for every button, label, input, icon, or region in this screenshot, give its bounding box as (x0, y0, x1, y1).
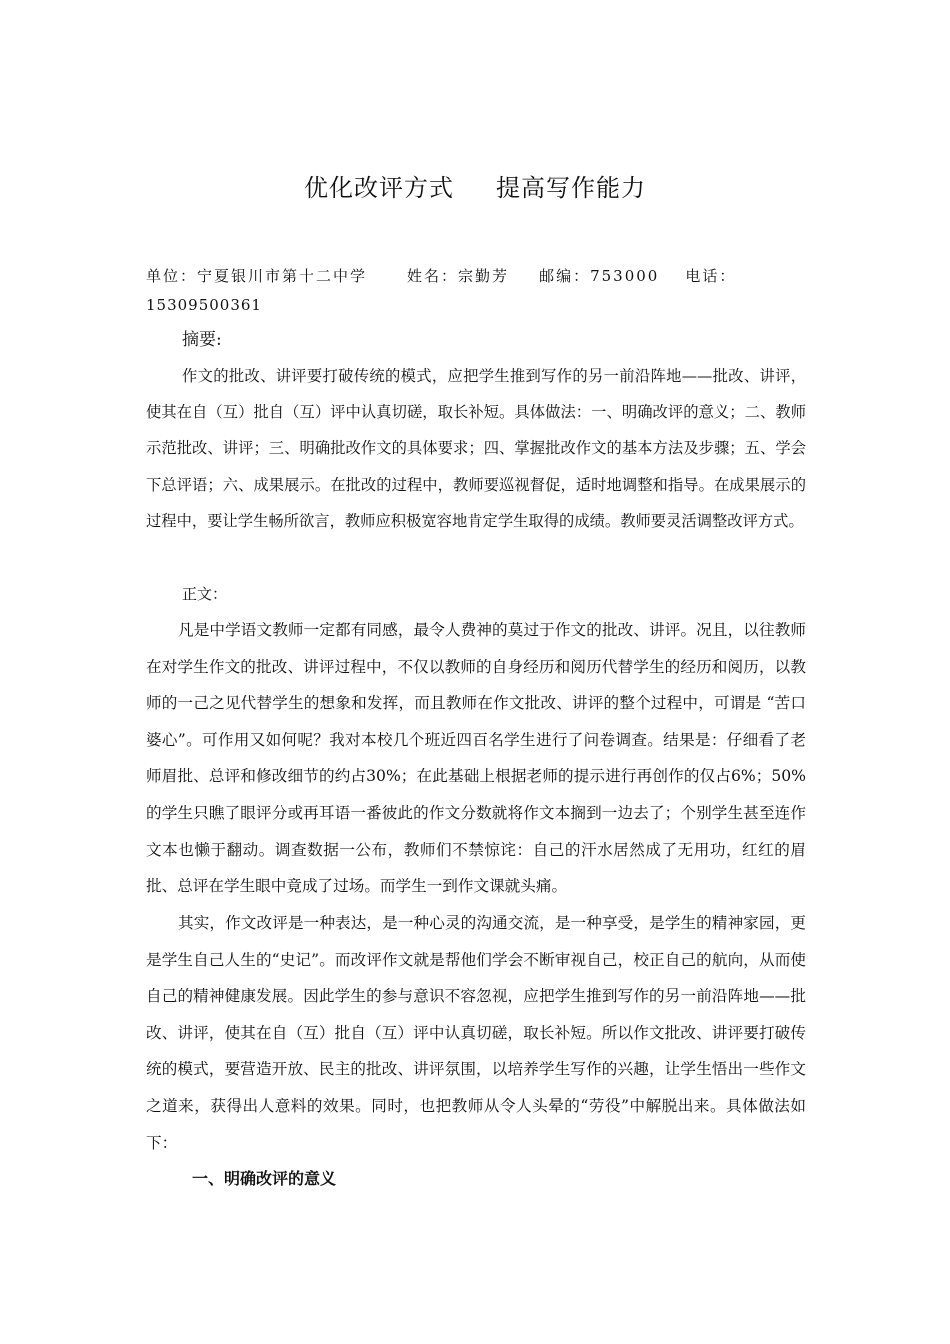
abstract-text: 作文的批改、讲评要打破传统的模式，应把学生推到写作的另一前沿阵地——批改、讲评，使其在自（互）批自（互）评中认真切磋，取长补短。具体做法：一、明确改评的意义；二、教师示范批改、讲评；三、明确批改作文的具体要求；四、掌握批改作文的基本方法及步骤；五、学会下总评语；六、成果展示。在批改的过程中，教师要巡视督促，适时地调整和指导。在成果展示的过程中，要让学生畅所欲言，教师应积极宽容地肯定学生取得的成绩。教师要灵活调整改评方式。 (146, 367, 806, 530)
unit-value: 宁夏银川市第十二中学 (197, 267, 368, 285)
phone-label: 电话： (685, 267, 737, 285)
phone-value: 15309500361 (146, 296, 262, 314)
body-paragraph-1 (146, 612, 806, 905)
zip-value: 753000 (590, 267, 660, 285)
section-heading: 一、明确改评的意义 (192, 1169, 337, 1188)
abstract-heading: 摘要: (182, 330, 222, 350)
paragraph-text: 其实，作文改评是一种表达，是一种心灵的沟通交流，是一种享受，是学生的精神家园，更是学生自己人生的“史记”。而改评作文就是帮他们学会不断审视自己，校正自己的航向，从而使自己的精神健康发展。因此学生的参与意识不容忽视，应把学生推到写作的另一前沿阵地——批改、讲评，使其在自（互）批自（互）评中认真切磋，取长补短。所以作文批改、讲评要打破传统的模式，要营造开放、民主的批改、讲评氛围，以培养学生写作的兴趣，让学生悟出一些作文之道来，获得出人意料的效果。同时，也把教师从令人头晕的“劳役”中解脱出来。具体做法如下： (146, 914, 806, 1152)
unit-label: 单位： (146, 267, 198, 285)
body-heading: 正文： (182, 585, 228, 603)
author-info (146, 258, 806, 294)
page-title (0, 168, 950, 203)
zip-label: 邮编： (539, 267, 591, 285)
paragraph-text: 凡是中学语文教师一定都有同感，最令人费神的莫过于作文的批改、讲评。况且，以往教师在对学生作文的批改、讲评过程中，不仅以教师的自身经历和阅历代替学生的经历和阅历，以教师的一己之见代替学生的想象和发挥，而且教师在作文批改、讲评的整个过程中，可谓是 “苦口婆心”。可作用又如何呢？我对本校几个班近四百名学生进行了问卷调查。结果是：仔细看了老师眉批、总评和修改细节的约占30%；在此基础上根据老师的提示进行再创作的仅占6%；50%的学生只瞧了眼评分或再耳语一番彼此的作文分数就将作文本搁到一边去了；个别学生甚至连作文本也懒于翻动。调查数据一公布，教师们不禁惊诧：自己的汗水居然成了无用功，红红的眉批、总评在学生眼中竟成了过场。而学生一到作文课就头痛。 (146, 621, 806, 896)
name-label: 姓名： (407, 267, 459, 285)
body-paragraph-2 (146, 905, 806, 1161)
name-value: 宗勤芳 (458, 267, 510, 285)
title-part-1: 优化改评方式 (304, 174, 454, 202)
abstract-block (146, 358, 806, 539)
title-part-2: 提高写作能力 (496, 174, 646, 202)
